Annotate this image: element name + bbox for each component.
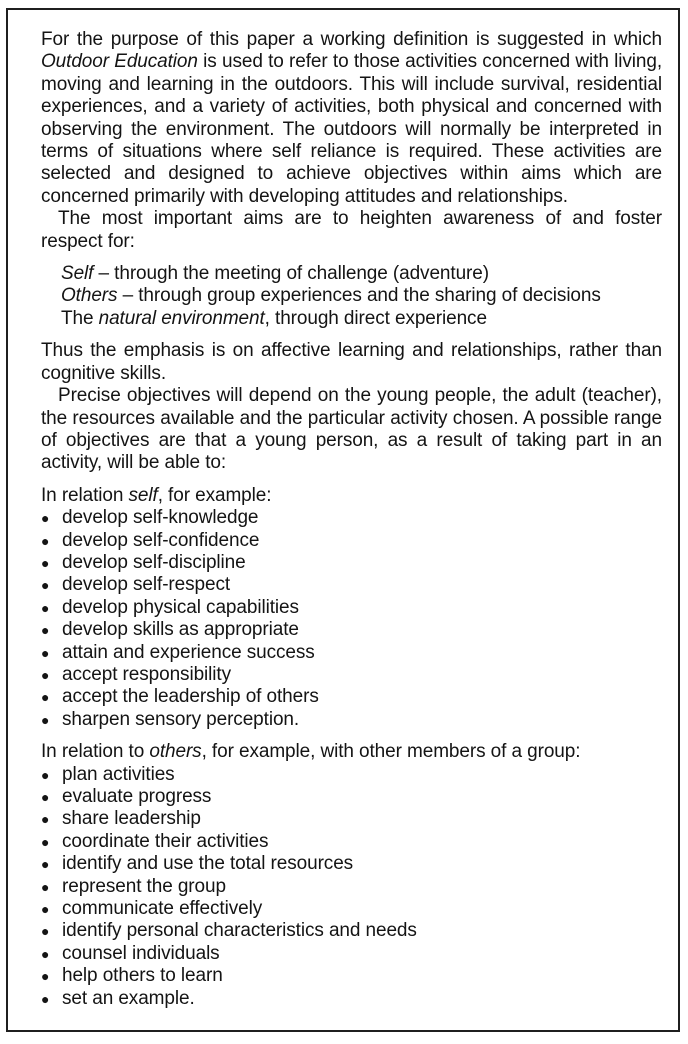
- list-item: [41, 764, 662, 786]
- others-section-heading: [41, 741, 662, 763]
- definition-paragraph: [41, 29, 662, 208]
- page-border-frame: [6, 8, 680, 1032]
- list-item-label: represent the group: [62, 875, 226, 897]
- bullet-icon: ●: [41, 622, 50, 639]
- list-item: [41, 664, 662, 686]
- bullet-icon: ●: [41, 644, 50, 661]
- list-item: [41, 965, 662, 987]
- bullet-icon: ●: [41, 878, 50, 895]
- list-item-label: attain and experience success: [62, 641, 315, 663]
- list-item: [41, 876, 662, 898]
- text-run: In relation to: [41, 741, 150, 763]
- list-item-label: share leadership: [62, 808, 201, 830]
- page-content: [41, 29, 662, 1010]
- list-item: [41, 574, 662, 596]
- bullet-icon: ●: [41, 923, 50, 940]
- text-run-italic: Others: [61, 285, 118, 307]
- aims-list: [61, 263, 662, 330]
- text-run: , for example:: [157, 484, 272, 506]
- aims-item-self: [61, 263, 662, 285]
- bullet-icon: ●: [41, 766, 50, 783]
- bullet-icon: ●: [41, 711, 50, 728]
- bullet-icon: ●: [41, 856, 50, 873]
- aims-intro-paragraph: The most important aims are to heighten awareness of and foster respect for:: [41, 208, 662, 252]
- text-run-italic: Self: [61, 263, 94, 285]
- list-item: [41, 988, 662, 1010]
- bullet-icon: ●: [41, 833, 50, 850]
- list-item: [41, 709, 662, 731]
- self-section: [41, 485, 662, 731]
- text-run: The: [61, 307, 99, 329]
- objectives-paragraph: Precise objectives will depend on the young people, the adult (teacher), the resources available and the particular activity chosen. A possible range of objectives are that a young person, as a result of taking part in an activity, will be able to:: [41, 385, 662, 474]
- list-item-label: identify personal characteristics and needs: [62, 920, 417, 942]
- list-item-label: set an example.: [62, 987, 195, 1009]
- bullet-icon: ●: [41, 945, 50, 962]
- list-item: [41, 686, 662, 708]
- list-item-label: counsel individuals: [62, 942, 220, 964]
- others-objectives-list: [41, 764, 662, 1010]
- list-item-label: develop self-knowledge: [62, 507, 259, 529]
- list-item: [41, 642, 662, 664]
- bullet-icon: ●: [41, 811, 50, 828]
- list-item-label: coordinate their activities: [62, 830, 269, 852]
- list-item: [41, 530, 662, 552]
- bullet-icon: ●: [41, 689, 50, 706]
- list-item-label: develop self-respect: [62, 574, 231, 596]
- list-item-label: communicate effectively: [62, 898, 263, 920]
- list-item: [41, 920, 662, 942]
- list-item-label: accept the leadership of others: [62, 686, 319, 708]
- others-section: [41, 741, 662, 1010]
- list-item: [41, 943, 662, 965]
- bullet-icon: ●: [41, 901, 50, 918]
- aims-item-environment: [61, 308, 662, 330]
- list-item: [41, 597, 662, 619]
- text-run: – through the meeting of challenge (adventure): [93, 263, 489, 285]
- bullet-icon: ●: [41, 666, 50, 683]
- list-item-label: identify and use the total resources: [62, 853, 354, 875]
- text-run-italic: natural environment: [98, 307, 265, 329]
- list-item: [41, 786, 662, 808]
- text-run: is used to refer to those activities concerned with living, moving and learning in the outdoors. This will include survival, residential experiences, and a variety of activities, both physical and concerned with observing the environment. The outdoors will normally be interpreted in terms of situations where self reliance is required. These activities are selected and designed to achieve objectives within aims which are concerned primarily with developing attitudes and relationships.: [41, 51, 662, 207]
- bullet-icon: ●: [41, 532, 50, 549]
- list-item-label: develop skills as appropriate: [62, 619, 299, 641]
- list-item-label: develop physical capabilities: [62, 596, 299, 618]
- bullet-icon: ●: [41, 968, 50, 985]
- list-item-label: help others to learn: [62, 965, 223, 987]
- self-section-heading: [41, 485, 662, 507]
- list-item: [41, 831, 662, 853]
- list-item-label: develop self-confidence: [62, 529, 260, 551]
- list-item-label: sharpen sensory perception.: [62, 708, 300, 730]
- list-item-label: develop self-discipline: [62, 551, 246, 573]
- emphasis-paragraph: Thus the emphasis is on affective learning and relationships, rather than cognitive skills.: [41, 340, 662, 384]
- list-item: [41, 552, 662, 574]
- list-item-label: accept responsibility: [62, 663, 231, 685]
- list-item-label: evaluate progress: [62, 786, 212, 807]
- text-run-italic: others: [149, 741, 202, 763]
- list-item: [41, 808, 662, 830]
- self-objectives-list: [41, 507, 662, 731]
- text-run: – through group experiences and the sharing of decisions: [117, 285, 601, 307]
- text-run: In relation: [41, 484, 129, 506]
- list-item-label: plan activities: [62, 763, 175, 785]
- list-item: [41, 507, 662, 529]
- bullet-icon: ●: [41, 554, 50, 571]
- text-run: , through direct experience: [264, 307, 487, 329]
- bullet-icon: ●: [41, 990, 50, 1007]
- bullet-icon: ●: [41, 599, 50, 616]
- text-run: , for example, with other members of a group:: [201, 741, 581, 763]
- bullet-icon: ●: [41, 510, 50, 527]
- aims-item-others: [61, 285, 662, 307]
- text-run-italic: self: [128, 484, 158, 506]
- list-item: [41, 853, 662, 875]
- text-run: For the purpose of this paper a working definition is suggested in which: [41, 29, 662, 50]
- text-run-italic: Outdoor Education: [41, 51, 198, 73]
- list-item: [41, 619, 662, 641]
- list-item: [41, 898, 662, 920]
- bullet-icon: ●: [41, 577, 50, 594]
- bullet-icon: ●: [41, 789, 50, 805]
